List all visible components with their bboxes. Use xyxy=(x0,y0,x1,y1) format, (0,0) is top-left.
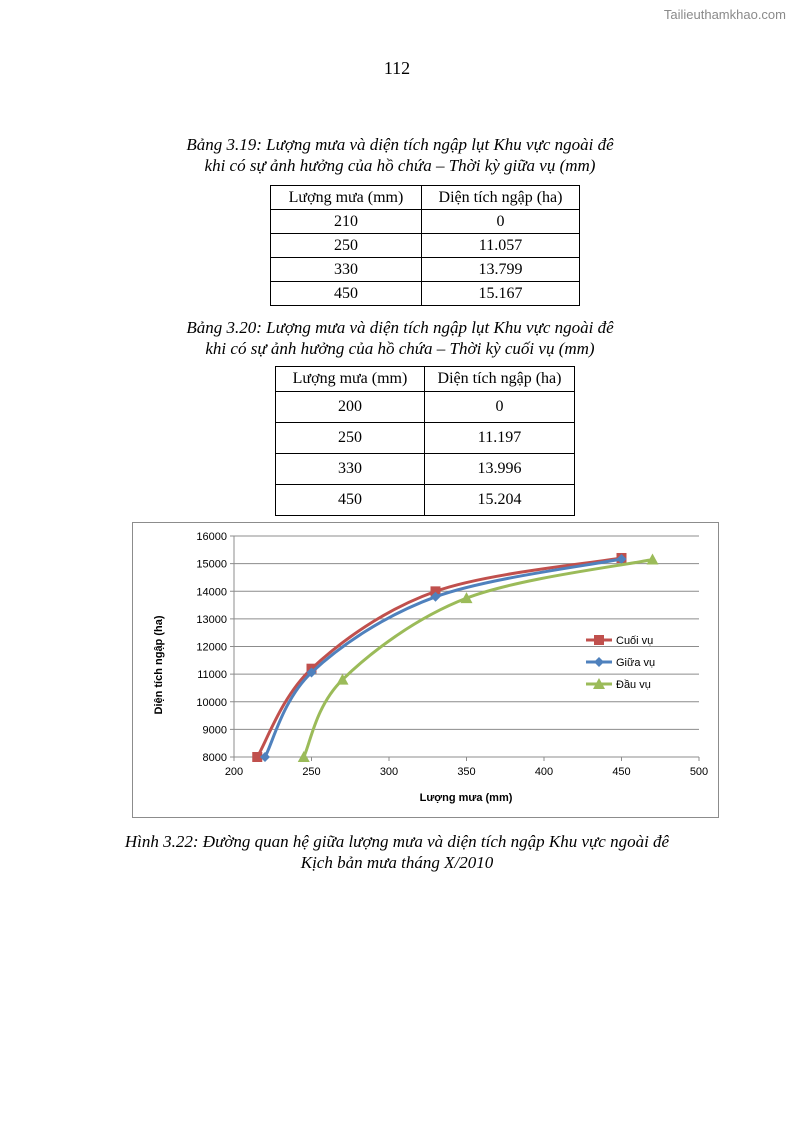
x-tick-label: 400 xyxy=(534,766,554,778)
series-1 xyxy=(260,554,627,762)
table-3-20 xyxy=(275,366,575,516)
chart-frame xyxy=(132,522,719,818)
y-axis-title: Diện tích ngập (ha) xyxy=(153,615,165,715)
table-cell: 200 xyxy=(276,392,425,423)
table-header-row xyxy=(276,367,575,392)
table-cell: 15.167 xyxy=(422,282,580,306)
x-tick-label: 350 xyxy=(457,766,476,778)
table-header-row xyxy=(271,186,580,210)
y-tick-label: 12000 xyxy=(196,641,227,654)
watermark: Tailieuthamkhao.com xyxy=(663,7,786,22)
table-cell: 210 xyxy=(271,210,422,234)
table-cell: 11.197 xyxy=(425,423,575,454)
table-cell: 0 xyxy=(422,210,580,234)
chart-legend xyxy=(586,635,655,691)
table1-caption-line2: khi có sự ảnh hưởng của hồ chứa – Thời kỳ giữa vụ (mm) xyxy=(204,156,596,175)
table-cell: 11.057 xyxy=(422,234,580,258)
column-header: Lượng mưa (mm) xyxy=(276,367,425,392)
table-cell: 250 xyxy=(276,423,425,454)
table-3-19 xyxy=(270,185,580,306)
table1-caption xyxy=(100,134,700,176)
data-point-square xyxy=(594,635,604,645)
x-tick-label: 500 xyxy=(689,766,709,778)
table-cell: 0 xyxy=(425,392,575,423)
table-row xyxy=(276,454,575,485)
y-tick-label: 14000 xyxy=(196,586,227,599)
y-tick-label: 15000 xyxy=(196,558,227,571)
page-number: 112 xyxy=(383,58,411,78)
table-cell: 13.996 xyxy=(425,454,575,485)
table-cell: 450 xyxy=(271,282,422,306)
figure-caption xyxy=(97,831,697,873)
x-tick-label: 200 xyxy=(224,766,244,778)
table-row xyxy=(276,485,575,516)
table-cell: 250 xyxy=(271,234,422,258)
table-row xyxy=(271,234,580,258)
figure-caption-line1: Hình 3.22: Đường quan hệ giữa lượng mưa và diện tích ngập Khu vực ngoài đê xyxy=(124,832,670,851)
y-tick-label: 9000 xyxy=(202,724,227,737)
table-cell: 330 xyxy=(276,454,425,485)
table-cell: 15.204 xyxy=(425,485,575,516)
column-header: Diện tích ngập (ha) xyxy=(422,186,580,210)
table-row xyxy=(276,392,575,423)
y-tick-label: 13000 xyxy=(196,613,227,626)
x-tick-label: 250 xyxy=(302,766,321,778)
figure-caption-line2: Kịch bản mưa tháng X/2010 xyxy=(300,853,494,872)
table1-caption-line1: Bảng 3.19: Lượng mưa và diện tích ngập lụt Khu vực ngoài đê xyxy=(186,135,614,154)
chart-series xyxy=(252,553,658,762)
column-header: Diện tích ngập (ha) xyxy=(425,367,575,392)
legend-label: Giữa vụ xyxy=(616,657,656,669)
table-row xyxy=(271,258,580,282)
series-0 xyxy=(252,553,626,762)
y-tick-label: 8000 xyxy=(202,752,227,764)
legend-label: Đầu vụ xyxy=(616,679,651,691)
legend-label: Cuối vụ xyxy=(616,635,654,647)
table-cell: 13.799 xyxy=(422,258,580,282)
table-cell: 450 xyxy=(276,485,425,516)
column-header: Lượng mưa (mm) xyxy=(271,186,422,210)
x-tick-label: 300 xyxy=(379,766,399,778)
table-row xyxy=(276,423,575,454)
data-point-diamond xyxy=(594,657,604,667)
y-tick-label: 10000 xyxy=(196,696,227,709)
y-tick-label: 16000 xyxy=(196,531,227,543)
x-axis-title: Lượng mưa (mm) xyxy=(419,792,513,804)
table2-caption-line1: Bảng 3.20: Lượng mưa và diện tích ngập lụt Khu vực ngoài đê xyxy=(186,318,614,337)
y-tick-label: 11000 xyxy=(197,669,227,682)
x-tick-label: 450 xyxy=(612,766,631,778)
table-row xyxy=(271,210,580,234)
line-chart xyxy=(133,523,720,819)
table-cell: 330 xyxy=(271,258,422,282)
table2-caption-line2: khi có sự ảnh hưởng của hồ chứa – Thời kỳ cuối vụ (mm) xyxy=(205,339,595,358)
table-row xyxy=(271,282,580,306)
table2-caption xyxy=(100,317,700,359)
